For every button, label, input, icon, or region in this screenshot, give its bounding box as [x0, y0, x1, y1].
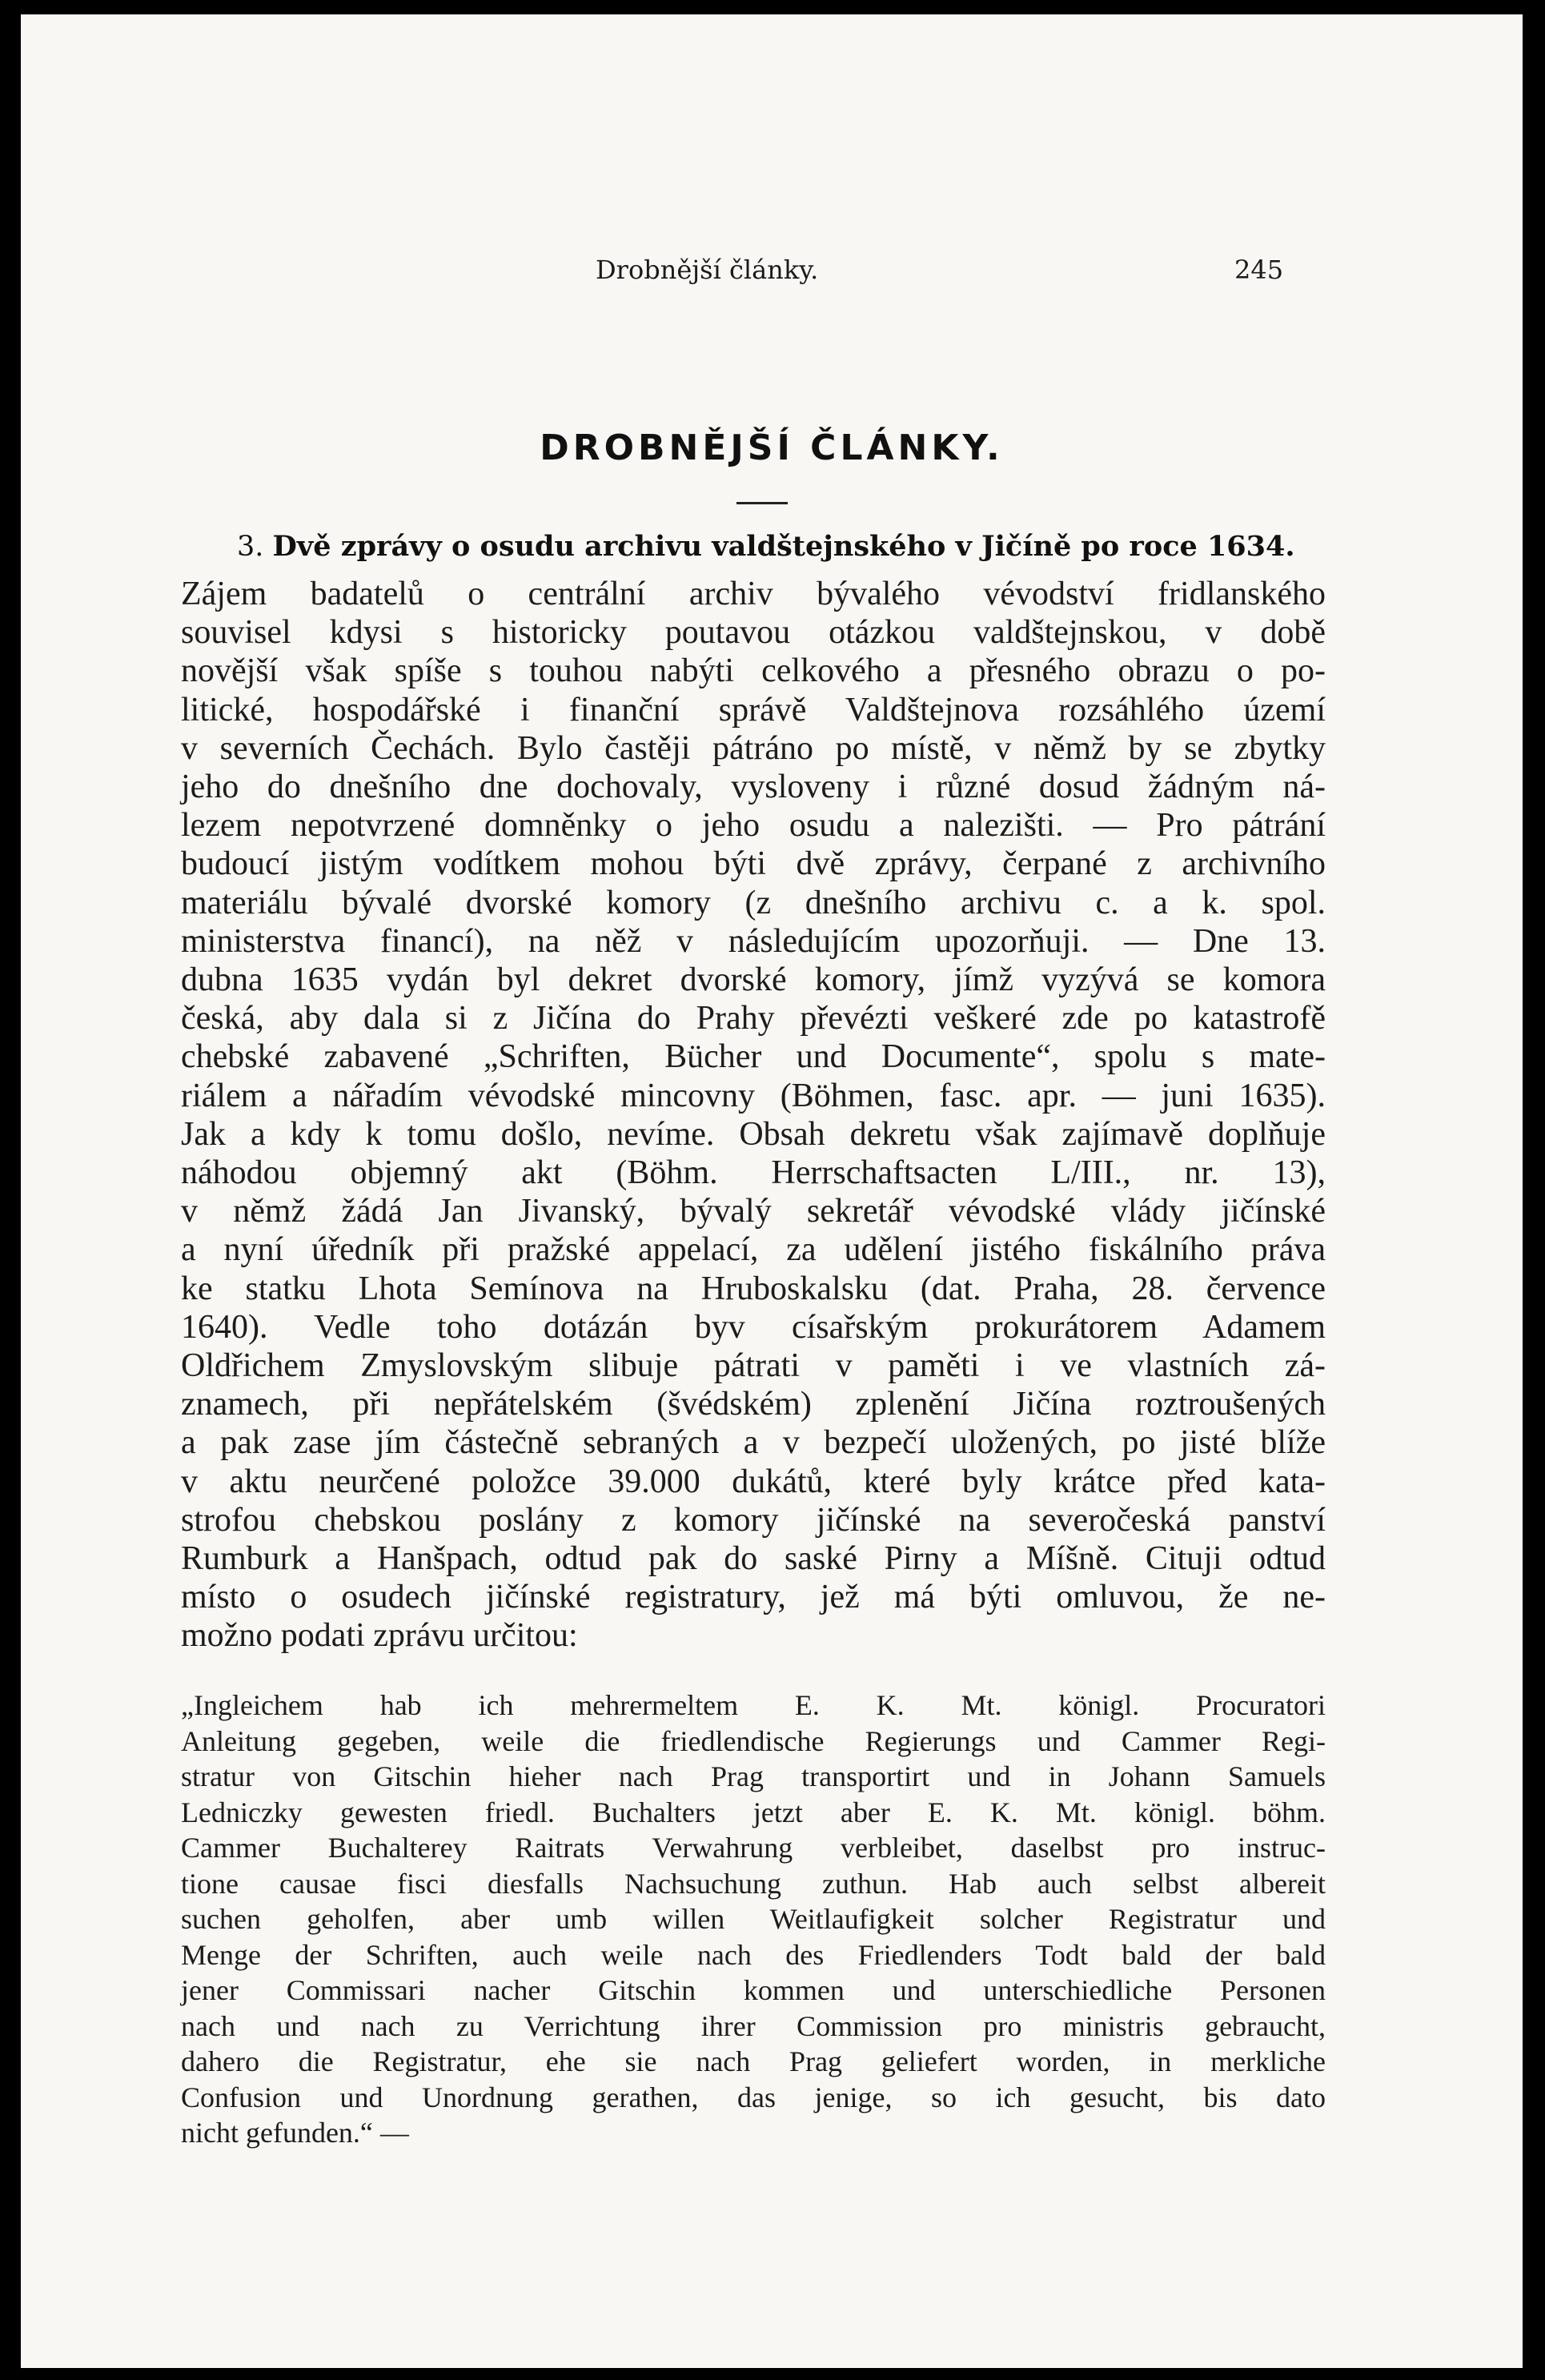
article-body [181, 575, 1326, 1656]
quote-text-line: jener Commissari nacher Gitschin kommen und unterschiedliche Personen [181, 1974, 1326, 2006]
article-title: Dvě zprávy o osudu archivu valdštejnského v Jičíně po roce 1634. [272, 530, 1295, 563]
quote-text-line: stratur von Gitschin hieher nach Prag transportirt und in Johann Samuels [181, 1760, 1326, 1792]
body-text-line: chebské zabavené „Schriften, Bücher und Documente“, spolu s mate- [181, 1038, 1326, 1076]
quote-text-line: tione causae fisci diesfalls Nachsuchung zuthun. Hab auch selbst albereit [181, 1867, 1326, 1900]
body-text-line: v severních Čechách. Bylo častěji pátráno po místě, v němž by se zbytky [181, 729, 1326, 767]
body-text-line: 1640). Vedle toho dotázán byv císařským prokurátorem Adamem [181, 1308, 1326, 1346]
body-text-line: a nyní úředník při pražské appelací, za udělení jistého fiskálního práva [181, 1231, 1326, 1269]
body-text-line: ministerstva financí), na něž v následujícím upozorňuji. — Dne 13. [181, 922, 1326, 960]
body-text-line: novější však spíše s touhou nabýti celkového a přesného obrazu o po- [181, 652, 1326, 690]
body-text-line: v němž žádá Jan Jivanský, bývalý sekretář vévodské vlády jičínské [181, 1193, 1326, 1230]
title-rule [736, 502, 788, 504]
quote-text-line: nicht gefunden.“ — [181, 2117, 409, 2149]
body-text-line: litické, hospodářské i finanční správě Valdštejnova rozsáhlého území [181, 691, 1326, 728]
quote-text-line: Confusion und Unordnung gerathen, das jenige, so ich gesucht, bis dato [181, 2081, 1326, 2113]
quote-text-line: Menge der Schriften, auch weile nach des Friedlenders Todt bald der bald [181, 1938, 1326, 1971]
quote-text-line: dahero die Registratur, ehe sie nach Prag geliefert worden, in merkliche [181, 2045, 1326, 2077]
body-text-line: budoucí jistým vodítkem mohou býti dvě zprávy, čerpané z archivního [181, 845, 1326, 883]
body-text-line: Zájem badatelů o centrální archiv bývalého vévodství fridlanského [181, 576, 1326, 612]
article-number: 3. [237, 531, 264, 563]
page-number: 245 [1234, 255, 1284, 285]
quote-text-line: Ledniczky gewesten friedl. Buchalters jetzt aber E. K. Mt. königl. böhm. [181, 1796, 1326, 1828]
section-title: DROBNĚJŠÍ ČLÁNKY. [540, 427, 1004, 468]
body-text-line: náhodou objemný akt (Böhm. Herrschaftsacten L/III., nr. 13), [181, 1154, 1326, 1192]
body-text-line: ke statku Lhota Semínova na Hruboskalsku (dat. Praha, 28. července [181, 1270, 1326, 1307]
quotation-block [181, 1688, 1326, 2151]
quote-text-line: „Ingleichem hab ich mehrermeltem E. K. Mt. königl. Procuratori [181, 1689, 1326, 1721]
book-page [21, 14, 1523, 2368]
body-text-line: strofou chebskou poslány z komory jičínské na severočeská panství [181, 1501, 1326, 1539]
body-text-line: souvisel kdysi s historicky poutavou otázkou valdštejnskou, v době [181, 614, 1326, 652]
body-text-line: materiálu bývalé dvorské komory (z dnešního archivu c. a k. spol. [181, 884, 1326, 921]
running-head-title: Drobnější články. [596, 255, 819, 285]
body-text-line: riálem a nářadím vévodské mincovny (Böhmen, fasc. apr. — juni 1635). [181, 1077, 1326, 1114]
body-text-line: v aktu neurčené položce 39.000 dukátů, které byly krátce před kata- [181, 1463, 1326, 1500]
quote-text-line: nach und nach zu Verrichtung ihrer Commission pro ministris gebraucht, [181, 2009, 1326, 2042]
body-text-line: lezem nepotvrzené domněnky o jeho osudu a nalezišti. — Pro pátrání [181, 807, 1326, 845]
body-text-line: Oldřichem Zmyslovským slibuje pátrati v paměti i ve vlastních zá- [181, 1347, 1326, 1385]
body-text-line: česká, aby dala si z Jičína do Prahy převézti veškeré zde po katastrofě [181, 1000, 1326, 1037]
body-text-line: možno podati zprávu určitou: [181, 1617, 578, 1655]
quote-text-line: suchen geholfen, aber umb willen Weitlaufigkeit solcher Registratur und [181, 1903, 1326, 1935]
quote-text-line: Anleitung gegeben, weile die friedlendische Regierungs und Cammer Regi- [181, 1724, 1326, 1757]
article-heading [237, 530, 1326, 563]
body-text-line: místo o osudech jičínské registratury, jež má býti omluvou, že ne- [181, 1579, 1326, 1616]
body-text-line: znamech, při nepřátelském (švédském) zplenění Jičína roztroušených [181, 1386, 1326, 1423]
body-text-line: dubna 1635 vydán byl dekret dvorské komory, jímž vyzývá se komora [181, 961, 1326, 999]
quote-text-line: Cammer Buchalterey Raitrats Verwahrung verbleibet, daselbst pro instruc- [181, 1832, 1326, 1864]
body-text-line: Jak a kdy k tomu došlo, nevíme. Obsah dekretu však zajímavě doplňuje [181, 1115, 1326, 1153]
body-text-line: a pak zase jím částečně sebraných a v bezpečí uložených, po jisté blíže [181, 1424, 1326, 1462]
body-text-line: Rumburk a Hanšpach, odtud pak do saské Pirny a Míšně. Cituji odtud [181, 1540, 1326, 1578]
body-text-line: jeho do dnešního dne dochovaly, vysloveny i různé dosud žádným ná- [181, 769, 1326, 806]
